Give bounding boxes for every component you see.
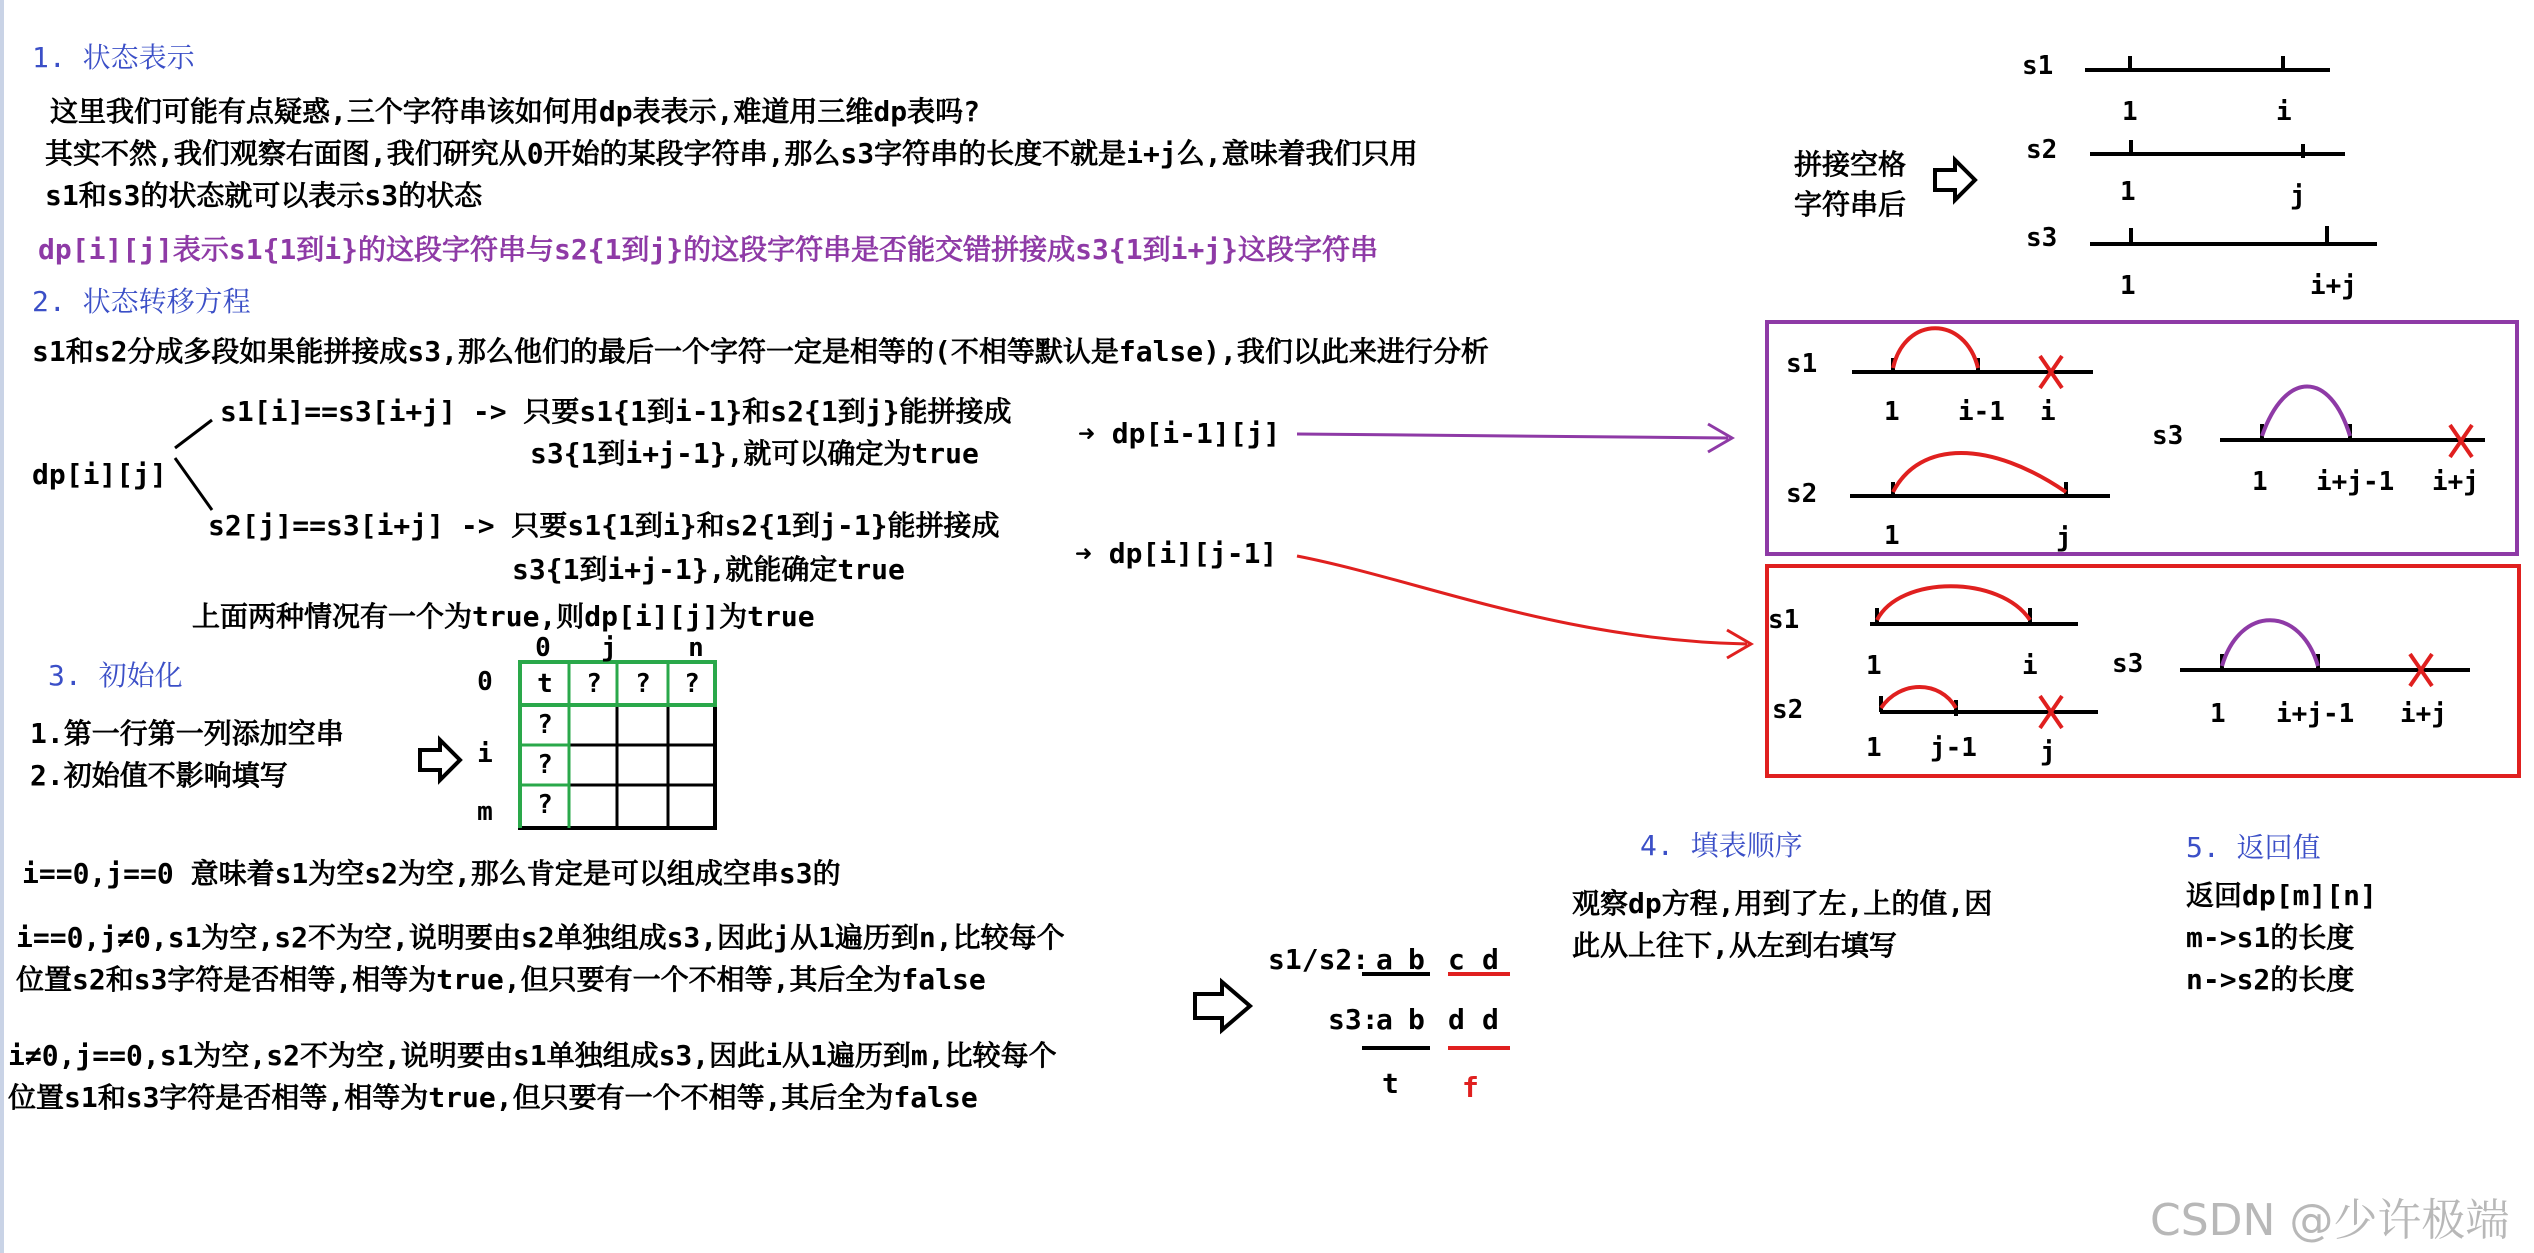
purple-s1-tick-i-1: i-1 — [1958, 397, 2005, 427]
purple-s2-tick-1: 1 — [1884, 521, 1900, 551]
example-s12-char-3: d — [1482, 943, 1499, 976]
sec4-heading: 4. 填表顺序 — [1640, 829, 1803, 862]
example-s3-char-2: d — [1448, 1003, 1465, 1036]
top-caption-line1: 拼接空格 — [1794, 148, 1907, 181]
red-s2-tick-j: j — [2040, 737, 2056, 767]
sec2-case1-line1: s1[i]==s3[i+j] -> 只要s1{1到i-1}和s2{1到j}能拼接成 — [220, 395, 1012, 428]
purple-s3-label: s3 — [2152, 421, 2184, 451]
sec3-item1: 1.第一行第一列添加空串 — [30, 717, 344, 750]
sec3-case-c-line2: 位置s1和s3字符是否相等,相等为true,但只要有一个不相等,其后全为false — [8, 1081, 978, 1114]
red-s1-tick-1: 1 — [1866, 651, 1882, 681]
purple-s2-label: s2 — [1786, 479, 1818, 509]
grid-cell-0-1: ? — [586, 669, 602, 699]
sec1-line1: 这里我们可能有点疑惑,三个字符串该如何用dp表表示,难道用三维dp表吗? — [50, 95, 981, 128]
top-s2-tick-1: 1 — [2120, 177, 2136, 207]
top-s1-tick-1: 1 — [2122, 97, 2138, 127]
purple-s3-tick-ij: i+j — [2432, 467, 2479, 497]
left-border — [0, 0, 4, 1253]
red-s3-tick-ij-1: i+j-1 — [2276, 699, 2355, 729]
red-s3-label: s3 — [2112, 649, 2144, 679]
sec5-line3: n->s2的长度 — [2186, 963, 2355, 996]
sec3-case-b-line1: i==0,j≠0,s1为空,s2不为空,说明要由s2单独组成s3,因此j从1遍历到n,比较每个 — [16, 921, 1065, 954]
sec2-root: dp[i][j] — [32, 458, 167, 491]
top-s3-tick-1: 1 — [2120, 271, 2136, 301]
red-s3-tick-ij: i+j — [2400, 699, 2447, 729]
purple-s1-tick-1: 1 — [1884, 397, 1900, 427]
red-s2-tick-1: 1 — [1866, 733, 1882, 763]
example-true-mark: t — [1382, 1067, 1399, 1100]
sec2-case2-line1: s2[j]==s3[i+j] -> 只要s1{1到i}和s2{1到j-1}能拼接成 — [208, 509, 1000, 542]
example-s12-char-2: c — [1448, 943, 1465, 976]
red-s3-tick-1: 1 — [2210, 699, 2226, 729]
sec1-line3: s1和s3的状态就可以表示s3的状态 — [45, 179, 483, 212]
sec1-line2: 其实不然,我们观察右面图,我们研究从0开始的某段字符串,那么s3字符串的长度不就是i+j么,意味着我们只用 — [45, 137, 1418, 170]
example-s3-char-3: d — [1482, 1003, 1499, 1036]
sec3-case-c-line1: i≠0,j==0,s1为空,s2不为空,说明要由s1单独组成s3,因此i从1遍历到m,比较每个 — [8, 1039, 1057, 1072]
sec2-summary: 上面两种情况有一个为true,则dp[i][j]为true — [192, 600, 815, 633]
sec3-case-a: i==0,j==0 意味着s1为空s2为空,那么肯定是可以组成空串s3的 — [22, 857, 841, 890]
hollow-arrow-init — [420, 740, 460, 780]
top-s3-label: s3 — [2026, 223, 2058, 253]
sec4-line2: 此从上往下,从左到右填写 — [1572, 929, 1897, 962]
grid-row-label-m: m — [477, 797, 493, 827]
grid-cell-2-0: ? — [537, 750, 553, 780]
sec5-line2: m->s1的长度 — [2186, 921, 2355, 954]
sec3-item2: 2.初始值不影响填写 — [30, 759, 288, 792]
branch-line-upper — [175, 420, 212, 448]
example-s3-label: s3: — [1328, 1003, 1379, 1036]
red-s2-tick-j-1: j-1 — [1930, 733, 1977, 763]
grid-col-label-j: j — [601, 633, 617, 663]
sec3-heading: 3. 初始化 — [48, 659, 183, 692]
sec1-definition: dp[i][j]表示s1{1到i}的这段字符串与s2{1到j}的这段字符串是否能交错拼接成s3{1到i+j}这段字符串 — [38, 233, 1379, 266]
sec3-case-b-line2: 位置s2和s3字符是否相等,相等为true,但只要有一个不相等,其后全为false — [16, 963, 986, 996]
example-s3-char-0: a — [1376, 1003, 1393, 1036]
purple-s2-tick-j: j — [2056, 523, 2072, 553]
grid-cell-0-3: ? — [684, 669, 700, 699]
hollow-arrow-example — [1195, 982, 1250, 1030]
grid-cell-0-2: ? — [635, 669, 651, 699]
sec4-line1: 观察dp方程,用到了左,上的值,因 — [1572, 887, 1993, 920]
branch-line-lower — [175, 458, 212, 510]
sec1-heading: 1. 状态表示 — [32, 41, 195, 74]
sec2-case1-line2: s3{1到i+j-1},就可以确定为true — [530, 437, 979, 470]
grid-row-label-0: 0 — [477, 667, 493, 697]
sec2-case1-result: ➜ dp[i-1][j] — [1078, 417, 1281, 450]
purple-arrow-line — [1297, 434, 1728, 438]
grid-col-label-n: n — [688, 633, 704, 663]
red-arrow-line — [1297, 556, 1747, 644]
sec5-line1: 返回dp[m][n] — [2186, 879, 2377, 912]
sec2-heading: 2. 状态转移方程 — [32, 285, 251, 318]
red-box-drawing — [1870, 586, 2470, 728]
example-s12-label: s1/s2: — [1268, 943, 1370, 976]
sec2-case2-result: ➜ dp[i][j-1] — [1075, 537, 1278, 570]
top-s1-label: s1 — [2022, 51, 2054, 81]
purple-s3-tick-ij-1: i+j-1 — [2316, 467, 2395, 497]
sec5-heading: 5. 返回值 — [2186, 831, 2321, 864]
sec2-intro: s1和s2分成多段如果能拼接成s3,那么他们的最后一个字符一定是相等的(不相等默认是false),我们以此来进行分析 — [32, 335, 1489, 368]
example-s12-char-0: a — [1376, 943, 1393, 976]
example-false-mark: f — [1462, 1071, 1479, 1104]
watermark: CSDN @少许极端 — [2150, 1195, 2510, 1246]
red-s2-label: s2 — [1772, 695, 1804, 725]
grid-col-label-0: 0 — [535, 633, 551, 663]
example-s12-char-1: b — [1408, 943, 1425, 976]
example-s3-char-1: b — [1408, 1003, 1425, 1036]
top-s1-tick-i: i — [2276, 97, 2292, 127]
top-string-lines — [2085, 56, 2377, 244]
red-s1-tick-i: i — [2022, 651, 2038, 681]
hollow-arrow-top — [1935, 160, 1975, 200]
purple-s1-tick-i: i — [2040, 397, 2056, 427]
top-s2-tick-j: j — [2290, 181, 2306, 211]
purple-s1-label: s1 — [1786, 349, 1818, 379]
red-s1-label: s1 — [1768, 605, 1800, 635]
top-s3-tick-ij: i+j — [2310, 271, 2357, 301]
grid-cell-3-0: ? — [537, 790, 553, 820]
grid-row-label-i: i — [477, 739, 493, 769]
top-caption-line2: 字符串后 — [1794, 188, 1907, 221]
grid-cell-0-0: t — [537, 669, 553, 699]
purple-s3-tick-1: 1 — [2252, 467, 2268, 497]
top-s2-label: s2 — [2026, 135, 2058, 165]
grid-cell-1-0: ? — [537, 710, 553, 740]
sec2-case2-line2: s3{1到i+j-1},就能确定true — [512, 553, 905, 586]
